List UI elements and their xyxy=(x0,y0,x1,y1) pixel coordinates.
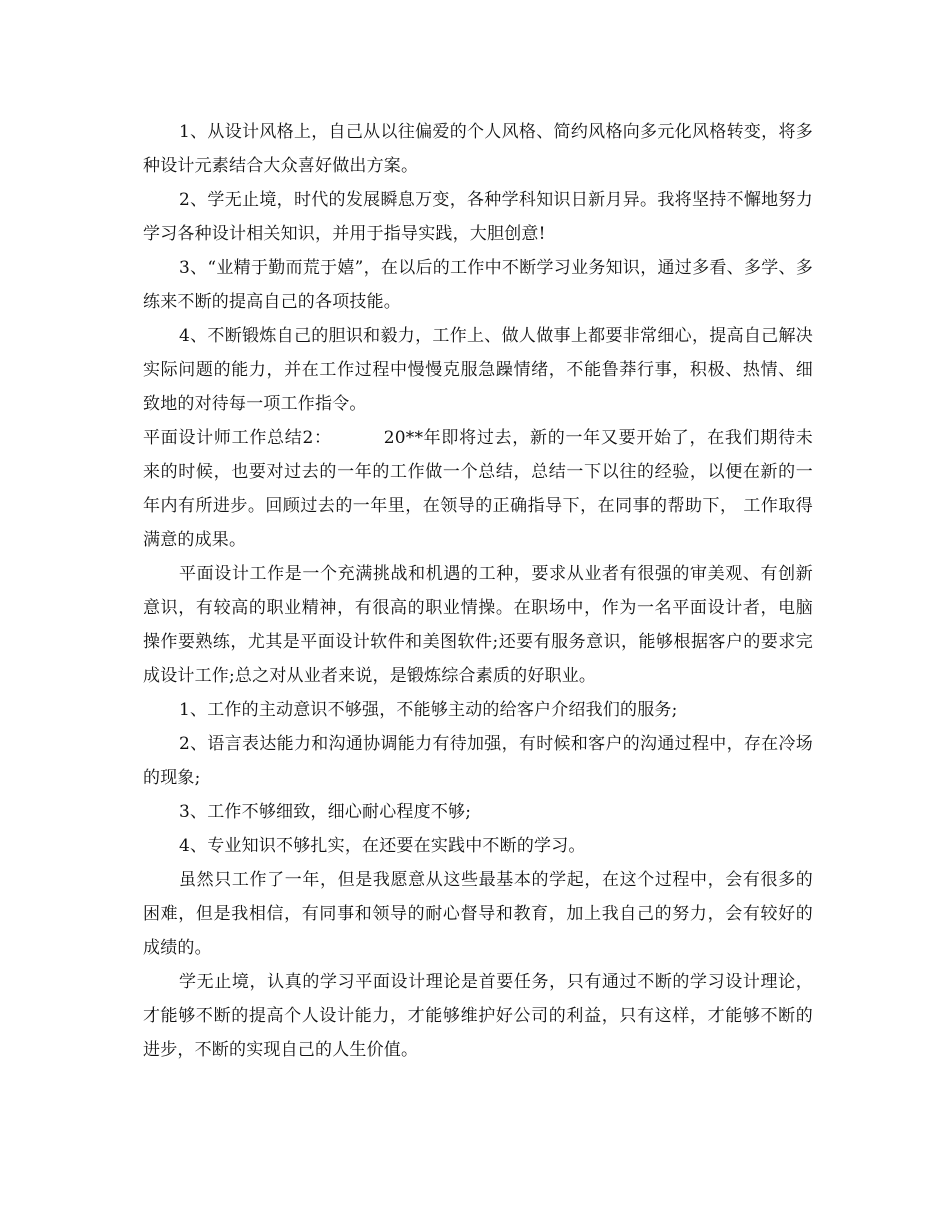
paragraph-2: 2、学无止境，时代的发展瞬息万变，各种学科知识日新月异。我将坚持不懈地努力学习各种设计相关知识，并用于指导实践，大胆创意! xyxy=(143,190,813,244)
paragraph-4: 4、不断锻炼自己的胆识和毅力，工作上、做人做事上都要非常细心，提高自己解决实际问题的能力，并在工作过程中慢慢克服急躁情绪，不能鲁莽行事，积极、热情、细致地的对待每一项工作指令。 xyxy=(143,326,813,414)
paragraph-6: 1、工作的主动意识不够强，不能够主动的给客户介绍我们的服务; xyxy=(179,700,678,720)
paragraph-1: 1、从设计风格上，自己从以往偏爱的个人风格、简约风格向多元化风格转变，将多种设计元素结合大众喜好做出方案。 xyxy=(143,122,813,176)
section-heading: 平面设计师工作总结2： xyxy=(143,428,332,448)
paragraph-11: 学无止境，认真的学习平面设计理论是首要任务，只有通过不断的学习设计理论，才能够不断的提高个人设计能力，才能够维护好公司的利益，只有这样，才能够不断的进步，不断的实现自己的人生价值。 xyxy=(143,972,813,1060)
section-intro-text: 20**年即将过去，新的一年又要开始了，在我们期待未来的时候，也要对过去的一年的工作做一个总结，总结一下以往的经验，以便在新的一年内有所进步。回顾过去的一年里，在领导的正确指导下，在同事的帮助下， 工作取得满意的成果。 xyxy=(143,428,813,550)
document-body xyxy=(143,115,813,1067)
paragraph-10: 虽然只工作了一年，但是我愿意从这些最基本的学起，在这个过程中，会有很多的困难，但是我相信，有同事和领导的耐心督导和教育，加上我自己的努力，会有较好的成绩的。 xyxy=(143,870,813,958)
paragraph-5: 平面设计工作是一个充满挑战和机遇的工种，要求从业者有很强的审美观、有创新意识，有较高的职业精神，有很高的职业情操。在职场中，作为一名平面设计者，电脑操作要熟练，尤其是平面设计软件和美图软件;还要有服务意识，能够根据客户的要求完成设计工作;总之对从业者来说，是锻炼综合素质的好职业。 xyxy=(143,564,813,686)
paragraph-7: 2、语言表达能力和沟通协调能力有待加强，有时候和客户的沟通过程中，存在冷场的现象; xyxy=(143,734,813,788)
section-paragraph xyxy=(143,421,813,557)
paragraph-8: 3、工作不够细致，细心耐心程度不够; xyxy=(179,802,472,822)
paragraph-3: 3、“业精于勤而荒于嬉”，在以后的工作中不断学习业务知识，通过多看、多学、多练来不断的提高自己的各项技能。 xyxy=(143,258,813,312)
paragraph-9: 4、专业知识不够扎实，在还要在实践中不断的学习。 xyxy=(179,836,586,856)
